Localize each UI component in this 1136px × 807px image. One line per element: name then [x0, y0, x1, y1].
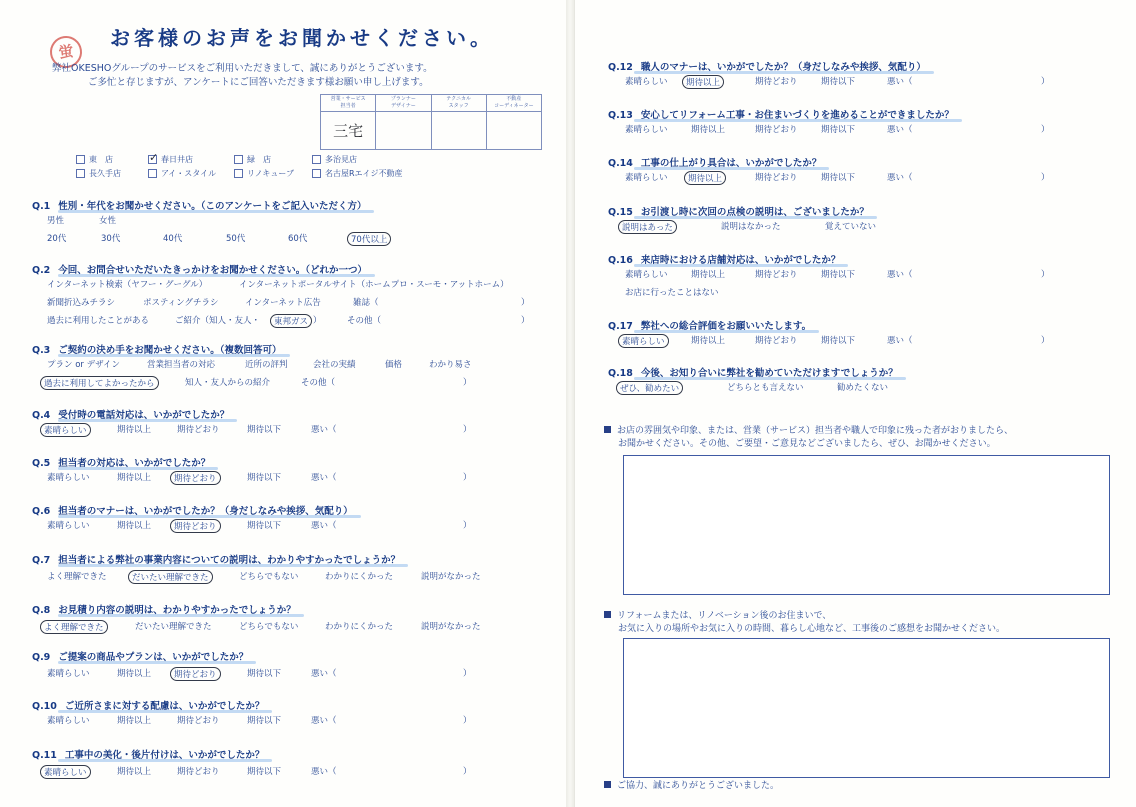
question-number: Q.4: [32, 410, 51, 421]
free-section-1-line1: お店の雰囲気や印象、または、営業（サービス）担当者や職人で印象に残った者がおりましたら、: [617, 426, 1014, 436]
paren-close: ）: [463, 521, 472, 531]
answer-option[interactable]: 営業担当者の対応: [147, 360, 216, 370]
store-checklist: [76, 154, 416, 179]
question-q17: [608, 314, 1050, 347]
staff-table: [320, 94, 542, 150]
question-heading: [608, 107, 954, 121]
store-label: 東 店: [89, 155, 113, 164]
question-text: 担当者の対応は、いかがでしたか？: [58, 458, 211, 469]
paren-close: ）: [463, 767, 472, 777]
answer-option[interactable]: 期待どおり: [755, 270, 798, 280]
answer-option[interactable]: 期待どおり: [755, 336, 798, 346]
bullet-square: [604, 611, 611, 618]
answer-option[interactable]: 期待以下: [247, 425, 282, 435]
answer-option[interactable]: ご紹介（知人・友人・: [175, 316, 261, 326]
question-q16: [608, 248, 1050, 298]
answer-option[interactable]: 勧めたくない: [837, 383, 889, 393]
free-comment-box-1[interactable]: [623, 455, 1110, 595]
staff-header-technical: テクニカル スタッフ: [431, 95, 486, 112]
answer-option[interactable]: インターネットポータルサイト（ホームプロ・スーモ・アットホーム）: [239, 280, 509, 290]
paren-close: ）: [1041, 125, 1050, 135]
answer-option[interactable]: 30代: [101, 234, 121, 244]
answer-option[interactable]: 期待どおり: [755, 125, 798, 135]
paren-close: ）: [1041, 270, 1050, 280]
staff-value-realestate[interactable]: [486, 112, 541, 150]
intro-line-1: 弊社OKESHOグループのサービスをご利用いただきまして、誠にありがとうございます。: [52, 63, 433, 74]
seal-stamp: 蛍: [48, 34, 84, 70]
answer-option[interactable]: 素晴らしい: [47, 669, 90, 679]
answer-option[interactable]: 悪い（: [887, 77, 913, 87]
answer-option-selected[interactable]: 説明はあった: [618, 220, 677, 234]
answer-option[interactable]: 悪い（: [311, 767, 337, 777]
question-heading: [608, 155, 821, 169]
question-heading: [32, 503, 353, 517]
answer-option[interactable]: 悪い（: [311, 425, 337, 435]
question-number: Q.1: [32, 201, 51, 212]
answer-option[interactable]: 素晴らしい: [47, 716, 90, 726]
answer-option[interactable]: 素晴らしい: [47, 521, 90, 531]
question-heading: [608, 365, 898, 379]
question-number: Q.6: [32, 506, 51, 517]
answer-option[interactable]: プラン or デザイン: [47, 360, 121, 370]
answer-option[interactable]: インターネット検索（ヤフー・グーグル）: [47, 280, 208, 290]
answer-option[interactable]: よく理解できた: [47, 572, 107, 582]
answer-option[interactable]: 期待どおり: [177, 767, 220, 777]
answer-option[interactable]: わかりにくかった: [325, 572, 394, 582]
staff-value-sales[interactable]: 三宅: [321, 112, 376, 150]
answer-option[interactable]: どちらとも言えない: [727, 383, 804, 393]
question-q14: [608, 151, 1050, 184]
free-section-1-line2: お聞かせください。その他、ご要望・ご意見などございましたら、ぜひ、お聞かせください。: [618, 439, 996, 449]
answer-option[interactable]: 悪い（: [311, 473, 337, 483]
checkbox-icon[interactable]: [234, 155, 243, 164]
store-label: アイ・スタイル: [161, 169, 217, 178]
question-q2: [32, 258, 530, 327]
store-option[interactable]: [312, 168, 412, 179]
question-q11: [32, 743, 472, 778]
paren-close: ）: [1041, 77, 1050, 87]
question-heading: [32, 407, 229, 421]
question-q1: [32, 194, 388, 245]
answer-option[interactable]: 説明がなかった: [421, 622, 481, 632]
answer-option[interactable]: どちらでもない: [239, 572, 299, 582]
answer-option[interactable]: 40代: [163, 234, 183, 244]
store-option[interactable]: [234, 154, 312, 165]
answer-option[interactable]: 悪い（: [887, 270, 913, 280]
answer-option[interactable]: 悪い（: [311, 669, 337, 679]
answer-option[interactable]: 60代: [288, 234, 308, 244]
answer-option[interactable]: 新聞折込みチラシ: [47, 298, 116, 308]
answer-option[interactable]: どちらでもない: [239, 622, 299, 632]
answer-option[interactable]: 知人・友人からの紹介: [185, 378, 271, 388]
answer-option[interactable]: 期待以下: [821, 77, 856, 87]
question-q5: [32, 451, 472, 484]
answer-option[interactable]: 期待以上: [117, 521, 152, 531]
answer-option[interactable]: 悪い（: [311, 716, 337, 726]
answer-option[interactable]: 期待以上: [691, 125, 726, 135]
question-heading: [608, 59, 926, 73]
question-number: Q.9: [32, 652, 51, 663]
question-q9: [32, 645, 472, 680]
answer-option[interactable]: 素晴らしい: [47, 473, 90, 483]
answer-option[interactable]: ポスティングチラシ: [143, 298, 219, 308]
store-option[interactable]: [234, 168, 312, 179]
answer-option[interactable]: 覚えていない: [825, 222, 877, 232]
answer-option[interactable]: 男性: [47, 216, 65, 226]
question-number: Q.11: [32, 750, 57, 761]
question-heading: [32, 262, 367, 276]
paren-close: ）: [463, 669, 472, 679]
question-number: Q.10: [32, 701, 57, 712]
store-option[interactable]: [312, 154, 412, 165]
answer-option[interactable]: 悪い（: [887, 173, 913, 183]
store-label: リノキューブ: [247, 169, 294, 178]
answer-option[interactable]: 価格: [385, 360, 403, 370]
store-label: 多治見店: [325, 155, 357, 164]
question-number: Q.8: [32, 605, 51, 616]
answer-option[interactable]: 期待以上: [117, 716, 152, 726]
answer-option[interactable]: 期待以下: [821, 336, 856, 346]
answer-option-selected[interactable]: よく理解できた: [40, 620, 108, 634]
question-text: お引渡し時に次回の点検の説明は、ございましたか？: [640, 207, 869, 218]
answer-option[interactable]: 期待以下: [247, 521, 282, 531]
answer-option[interactable]: 期待以上: [691, 336, 726, 346]
question-q12: [608, 55, 1050, 88]
question-text: 弊社への総合評価をお願いいたします。: [640, 321, 812, 332]
answer-option-selected[interactable]: 期待以上: [684, 171, 726, 185]
question-q3: [32, 338, 472, 389]
answer-option[interactable]: 説明はなかった: [721, 222, 781, 232]
question-number: Q.18: [608, 368, 633, 379]
store-option[interactable]: [148, 154, 234, 165]
question-number: Q.5: [32, 458, 51, 469]
store-label: 名古屋Rエイジ不動産: [325, 169, 403, 178]
question-q10: [32, 694, 472, 726]
question-text: 今後、お知り合いに弊社を勧めていただけますでしょうか？: [640, 368, 898, 379]
answer-option-selected[interactable]: 素晴らしい: [618, 334, 669, 348]
question-q6: [32, 499, 472, 532]
bullet-square: [604, 781, 611, 788]
question-heading: [32, 552, 400, 566]
store-label: 長久手店: [89, 169, 121, 178]
question-heading: [32, 455, 210, 469]
question-text: ご契約の決め手をお聞かせください。（複数回答可）: [58, 345, 282, 356]
answer-option-selected[interactable]: 過去に利用してよかったから: [40, 376, 159, 390]
answer-option[interactable]: 期待以上: [117, 767, 152, 777]
answer-option[interactable]: その他（: [301, 378, 336, 388]
answer-option[interactable]: 悪い（: [311, 521, 337, 531]
store-option[interactable]: [76, 154, 148, 165]
answer-option[interactable]: 20代: [47, 234, 67, 244]
answer-option[interactable]: 期待以下: [821, 173, 856, 183]
question-text: 性別・年代をお聞かせください。（このアンケートをご記入いただく方）: [58, 201, 367, 212]
answer-option-selected[interactable]: 期待どおり: [170, 667, 221, 681]
checkbox-icon[interactable]: [148, 169, 157, 178]
answer-option[interactable]: 期待どおり: [177, 716, 220, 726]
question-q8: [32, 598, 481, 633]
page-title: お客様のお声をお聞かせください。: [110, 26, 494, 50]
answer-option-selected[interactable]: 期待どおり: [170, 519, 221, 533]
answer-option[interactable]: インターネット広告: [245, 298, 321, 308]
answer-option[interactable]: 期待以下: [247, 473, 282, 483]
answer-option[interactable]: 期待以上: [691, 270, 726, 280]
question-number: Q.17: [608, 321, 633, 332]
answer-option[interactable]: 期待どおり: [755, 77, 798, 87]
question-text: 来店時における店舗対応は、いかがでしたか？: [640, 255, 841, 266]
answer-option[interactable]: 会社の実績: [313, 360, 356, 370]
question-number: Q.16: [608, 255, 633, 266]
question-number: Q.13: [608, 110, 633, 121]
answer-option[interactable]: 説明がなかった: [421, 572, 481, 582]
store-option[interactable]: [148, 168, 234, 179]
answer-option-selected[interactable]: 東邦ガス: [270, 314, 312, 328]
free-section-2-line2: お気に入りの場所やお気に入りの時間、暮らし心地など、工事後のご感想をお聞かせください。: [618, 624, 1006, 634]
checkbox-icon[interactable]: [234, 169, 243, 178]
question-number: Q.12: [608, 62, 633, 73]
question-number: Q.7: [32, 555, 51, 566]
answer-option[interactable]: 過去に利用したことがある: [47, 316, 150, 326]
question-text: 今回、お問合せいただいたきっかけをお聞かせください。（どれか一つ）: [58, 265, 368, 276]
question-heading: [32, 342, 282, 356]
answer-option[interactable]: 期待以下: [247, 716, 282, 726]
answer-option[interactable]: 期待どおり: [177, 425, 220, 435]
page-fold: [566, 0, 574, 807]
answer-option[interactable]: 50代: [226, 234, 246, 244]
question-text: 担当者による弊社の事業内容についての説明は、わかりやすかったでしょうか？: [58, 555, 401, 566]
answer-option[interactable]: 期待どおり: [755, 173, 798, 183]
question-text: 安心してリフォーム工事・お住まいづくりを進めることができましたか？: [640, 110, 954, 121]
checkbox-checked-icon[interactable]: [148, 155, 157, 164]
staff-header-sales: 営業・サービス 担当者: [321, 95, 376, 112]
answer-option[interactable]: 期待以下: [247, 767, 282, 777]
answer-option[interactable]: 素晴らしい: [625, 270, 668, 280]
closing-text: ご協力、誠にありがとうございました。: [617, 781, 780, 791]
free-section-1-heading: [604, 425, 1013, 451]
staff-value-technical[interactable]: [431, 112, 486, 150]
intro-line-2: ご多忙と存じますが、アンケートにご回答いただきます様お願い申し上げます。: [88, 77, 429, 88]
checkbox-icon[interactable]: [76, 155, 85, 164]
question-number: Q.15: [608, 207, 633, 218]
answer-option[interactable]: 期待以上: [117, 669, 152, 679]
question-text: ご提案の商品やプランは、いかがでしたか？: [58, 652, 249, 663]
answer-option[interactable]: 雑誌（: [353, 298, 379, 308]
question-q4: [32, 403, 472, 436]
answer-option[interactable]: だいたい理解できた: [135, 622, 212, 632]
staff-header-realestate: 不動産 コーディネーター: [486, 95, 541, 112]
answer-option[interactable]: 期待以下: [821, 125, 856, 135]
question-heading: [32, 698, 264, 712]
question-q15: [608, 200, 877, 233]
answer-option[interactable]: 素晴らしい: [625, 173, 668, 183]
paren-close: ）: [313, 316, 322, 326]
question-q13: [608, 103, 1050, 135]
answer-option[interactable]: お店に行ったことはない: [625, 288, 719, 298]
question-heading: [608, 318, 811, 332]
question-number: Q.2: [32, 265, 51, 276]
store-label: 春日井店: [161, 155, 193, 164]
answer-option[interactable]: 期待以下: [821, 270, 856, 280]
answer-option-selected[interactable]: 70代以上: [347, 232, 391, 246]
question-heading: [32, 649, 248, 663]
question-number: Q.14: [608, 158, 633, 169]
free-section-2-heading: [604, 610, 1005, 636]
question-q7: [32, 548, 481, 583]
question-number: Q.3: [32, 345, 51, 356]
staff-header-planner: プランナー デザイナー: [376, 95, 431, 112]
question-text: 工事の仕上がり具合は、いかがでしたか？: [640, 158, 822, 169]
free-comment-box-2[interactable]: [623, 638, 1110, 778]
answer-option[interactable]: わかりにくかった: [325, 622, 394, 632]
paren-close: ）: [463, 716, 472, 726]
answer-option[interactable]: わかり易さ: [429, 360, 472, 370]
staff-value-planner[interactable]: [376, 112, 431, 150]
answer-option[interactable]: 悪い（: [887, 336, 913, 346]
checkbox-icon[interactable]: [312, 155, 321, 164]
paren-close: ）: [521, 316, 530, 326]
question-heading: [32, 747, 264, 761]
answer-option[interactable]: 期待以下: [247, 669, 282, 679]
paren-close: ）: [1041, 173, 1050, 183]
answer-option[interactable]: 悪い（: [887, 125, 913, 135]
paren-close: ）: [521, 298, 530, 308]
question-heading: [608, 204, 869, 218]
answer-option[interactable]: 近所の評判: [245, 360, 288, 370]
answer-option-selected[interactable]: 素晴らしい: [40, 423, 91, 437]
answer-option-selected[interactable]: 期待どおり: [170, 471, 221, 485]
bullet-square: [604, 426, 611, 433]
paren-close: ）: [463, 378, 472, 388]
question-text: お見積り内容の説明は、わかりやすかったでしょうか？: [58, 605, 296, 616]
paren-close: ）: [463, 425, 472, 435]
question-q18: [608, 361, 898, 394]
question-text: 職人のマナーは、いかがでしたか？（身だしなみや挨拶、気配り）: [640, 62, 926, 73]
closing-message: [604, 778, 779, 791]
question-text: 担当者のマナーは、いかがでしたか？（身だしなみや挨拶、気配り）: [58, 506, 353, 517]
question-text: 受付時の電話対応は、いかがでしたか？: [58, 410, 230, 421]
question-text: ご近所さまに対する配慮は、いかがでしたか？: [64, 701, 265, 712]
answer-option[interactable]: 素晴らしい: [625, 77, 668, 87]
checkbox-icon[interactable]: [312, 169, 321, 178]
checkbox-icon[interactable]: [76, 169, 85, 178]
question-heading: [608, 252, 840, 266]
question-text: 工事中の美化・後片付けは、いかがでしたか？: [64, 750, 265, 761]
question-heading: [32, 602, 296, 616]
answer-option-selected[interactable]: ぜひ、勧めたい: [616, 381, 683, 395]
answer-option[interactable]: 期待以上: [117, 425, 152, 435]
answer-option-selected[interactable]: だいたい理解できた: [128, 570, 213, 584]
answer-option-selected[interactable]: 期待以上: [682, 75, 724, 89]
store-option[interactable]: [76, 168, 148, 179]
question-heading: [32, 198, 366, 212]
store-label: 緑 店: [247, 155, 271, 164]
paren-close: ）: [463, 473, 472, 483]
paren-close: ）: [1041, 336, 1050, 346]
answer-option[interactable]: その他（: [347, 316, 382, 326]
answer-option-selected[interactable]: 素晴らしい: [40, 765, 91, 779]
answer-option[interactable]: 素晴らしい: [625, 125, 668, 135]
free-section-2-line1: リフォームまたは、リノベーション後のお住まいで、: [617, 611, 832, 621]
answer-option[interactable]: 女性: [99, 216, 117, 226]
answer-option[interactable]: 期待以上: [117, 473, 152, 483]
